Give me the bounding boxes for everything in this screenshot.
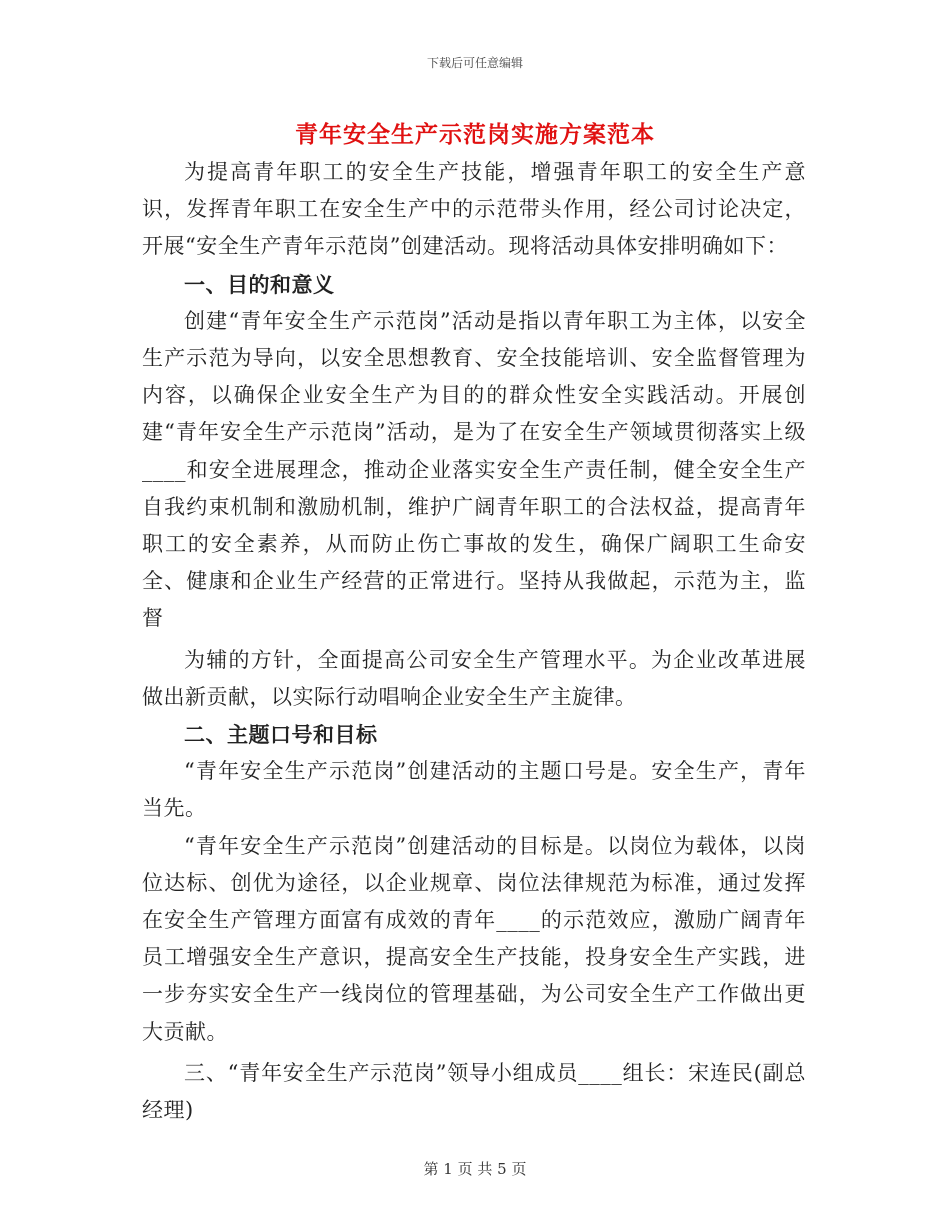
leadership-paragraph: 三、“青年安全生产示范岗”领导小组成员____组长：宋连民(副总经理) [142, 1060, 806, 1123]
document-body [142, 154, 806, 1129]
section-heading-purpose: 一、目的和意义 [184, 271, 335, 297]
header-note: 下载后可任意编辑 [426, 56, 523, 70]
purpose-paragraph: 创建“青年安全生产示范岗”活动是指以青年职工为主体，以安全生产示范为导向，以安全思想教育、安全技能培训、安全监督管理为内容，以确保企业安全生产为目的的群众性安全实践活动。开展创建“青年安全生产示范岗”活动，是为了在安全生产领域贯彻落实上级____和安全进展理念，推动企业落实安全生产责任制，健全安全生产自我约束机制和激励机制，维护广阔青年职工的合法权益，提高青年职工的安全素养，从而防止伤亡事故的发生，确保广阔职工生命安全、健康和企业生产经营的正常进行。坚持从我做起，示范为主，监督 [142, 308, 806, 631]
section-heading-slogan: 二、主题口号和目标 [184, 722, 378, 748]
document-title: 青年安全生产示范岗实施方案范本 [295, 121, 655, 148]
purpose-continued-paragraph: 为辅的方针，全面提高公司安全生产管理水平。为企业改革进展做出新贡献，以实际行动唱响企业安全生产主旋律。 [142, 647, 806, 709]
goal-paragraph: “青年安全生产示范岗”创建活动的目标是。以岗位为载体，以岗位达标、创优为途径，以企业规章、岗位法律规范为标准，通过发挥在安全生产管理方面富有成效的青年____的示范效应，激励广阔青年员工增强安全生产意识，提高安全生产技能，投身安全生产实践，进一步夯实安全生产一线岗位的管理基础，为公司安全生产工作做出更大贡献。 [142, 833, 806, 1044]
page-number: 第 1 页 共 5 页 [423, 1160, 527, 1178]
slogan-paragraph: “青年安全生产示范岗”创建活动的主题口号是。安全生产，青年当先。 [142, 759, 806, 821]
intro-paragraph: 为提高青年职工的安全生产技能，增强青年职工的安全生产意识，发挥青年职工在安全生产中的示范带头作用，经公司讨论决定，开展“安全生产青年示范岗”创建活动。现将活动具体安排明确如下： [142, 160, 806, 259]
